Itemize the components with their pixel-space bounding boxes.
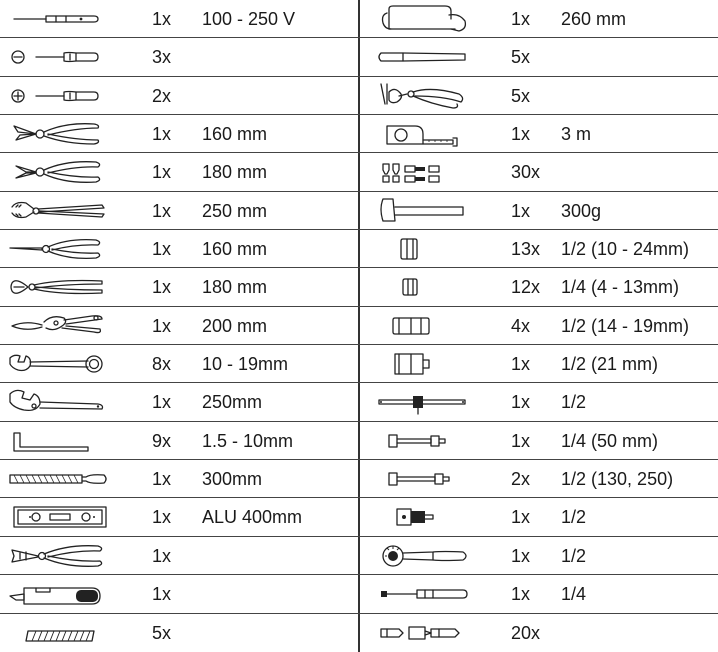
tape-measure-icon <box>373 118 473 150</box>
item-quantity: 1x <box>511 392 531 413</box>
item-spec: 1/2 <box>561 545 587 566</box>
item-spec: 1/2 (10 - 24mm) <box>561 239 690 260</box>
right-column <box>359 0 718 652</box>
item-quantity: 1x <box>152 584 172 605</box>
spirit-level-icon <box>6 501 110 533</box>
list-item <box>0 38 359 76</box>
item-spec: 1/4 (50 mm) <box>561 430 659 451</box>
item-spec: 200 mm <box>202 315 268 336</box>
end-cutting-pliers-icon <box>6 271 110 303</box>
item-quantity: 9x <box>152 430 172 451</box>
list-item <box>0 230 359 268</box>
item-quantity: 1x <box>152 277 172 298</box>
list-item <box>359 498 718 536</box>
list-item <box>359 115 718 153</box>
item-spec: 160 mm <box>202 124 268 145</box>
hammer-icon <box>373 195 473 227</box>
item-spec: 1.5 - 10mm <box>202 430 294 451</box>
item-quantity: 1x <box>511 9 531 29</box>
universal-joint-icon <box>373 501 473 533</box>
list-item <box>0 460 359 498</box>
list-item <box>0 575 359 613</box>
list-item <box>359 345 718 383</box>
list-item <box>359 230 718 268</box>
item-quantity: 1x <box>511 545 531 566</box>
list-item <box>359 0 718 38</box>
list-item <box>359 614 718 652</box>
item-quantity: 1x <box>152 392 172 413</box>
circlip-pliers-icon <box>373 80 473 112</box>
locking-pliers-icon <box>6 310 110 342</box>
item-spec: 160 mm <box>202 239 268 260</box>
combination-pliers-icon <box>6 118 110 150</box>
combination-wrench-icon <box>6 348 110 380</box>
list-item <box>359 38 718 76</box>
list-item <box>0 498 359 536</box>
list-item <box>0 192 359 230</box>
list-item <box>0 614 359 652</box>
item-quantity: 1x <box>152 239 172 260</box>
screwdriver-bits-icon <box>373 617 473 649</box>
item-quantity: 1x <box>511 354 531 375</box>
item-spec: ALU 400mm <box>202 507 303 528</box>
item-spec: 250 mm <box>202 200 268 221</box>
item-quantity: 30x <box>511 162 541 183</box>
item-quantity: 1x <box>152 200 172 221</box>
cable-connectors-icon <box>373 156 473 188</box>
item-quantity: 1x <box>511 200 531 221</box>
item-quantity: 8x <box>152 354 172 375</box>
item-spec: 180 mm <box>202 277 268 298</box>
item-quantity: 1x <box>152 315 172 336</box>
list-item <box>359 307 718 345</box>
item-quantity: 3x <box>152 47 172 68</box>
item-quantity: 5x <box>511 85 531 106</box>
item-spec: 1/2 (14 - 19mm) <box>561 315 690 336</box>
phillips-screwdriver-icon <box>6 80 110 112</box>
item-spec: 1/2 (130, 250) <box>561 469 674 490</box>
snap-off-blade-icon <box>6 617 110 649</box>
item-quantity: 1x <box>152 545 172 566</box>
item-quantity: 13x <box>511 239 541 260</box>
deep-socket-icon <box>373 310 473 342</box>
adjustable-wrench-icon <box>6 386 110 418</box>
ratchet-icon <box>373 540 473 572</box>
t-handle-icon <box>373 386 473 418</box>
list-item <box>359 268 718 306</box>
item-spec: 180 mm <box>202 162 268 183</box>
item-spec: 1/2 (21 mm) <box>561 354 659 375</box>
item-quantity: 1x <box>511 124 531 145</box>
item-spec: 100 - 250 V <box>202 9 296 29</box>
item-spec: 3 m <box>561 124 592 145</box>
spark-plug-socket-icon <box>373 348 473 380</box>
item-spec: 260 mm <box>561 9 627 29</box>
extension-bar-icon <box>373 463 473 495</box>
item-spec: 1/4 <box>561 584 587 605</box>
short-extension-bar-icon <box>373 425 473 457</box>
item-quantity: 1x <box>152 124 172 145</box>
hex-key-icon <box>6 425 110 457</box>
item-spec: 1/2 <box>561 507 587 528</box>
list-item <box>0 307 359 345</box>
list-item <box>0 153 359 191</box>
list-item <box>359 422 718 460</box>
list-item <box>0 77 359 115</box>
item-quantity: 5x <box>152 622 172 643</box>
item-quantity: 1x <box>152 469 172 490</box>
list-item <box>0 422 359 460</box>
item-quantity: 4x <box>511 315 531 336</box>
bit-driver-icon <box>373 578 473 610</box>
item-quantity: 2x <box>511 469 531 490</box>
chisel-icon <box>373 41 473 73</box>
item-quantity: 20x <box>511 622 541 643</box>
item-quantity: 1x <box>152 9 172 29</box>
list-item <box>0 383 359 421</box>
list-item <box>359 575 718 613</box>
item-quantity: 12x <box>511 277 541 298</box>
list-item <box>359 537 718 575</box>
voltage-tester-icon <box>6 3 110 35</box>
list-item <box>0 345 359 383</box>
item-quantity: 1x <box>511 430 531 451</box>
water-pump-pliers-icon <box>6 195 110 227</box>
item-spec: 1/2 <box>561 392 587 413</box>
flat-screwdriver-icon <box>6 41 110 73</box>
item-spec: 10 - 19mm <box>202 354 289 375</box>
utility-knife-icon <box>6 578 110 610</box>
small-socket-icon <box>373 271 473 303</box>
list-item <box>359 77 718 115</box>
file-icon <box>6 463 110 495</box>
list-item <box>359 153 718 191</box>
list-item <box>0 115 359 153</box>
list-item <box>359 383 718 421</box>
item-quantity: 1x <box>152 162 172 183</box>
item-quantity: 2x <box>152 85 172 106</box>
wire-stripper-icon <box>6 540 110 572</box>
item-quantity: 1x <box>511 584 531 605</box>
item-spec: 300g <box>561 200 602 221</box>
item-quantity: 1x <box>152 507 172 528</box>
list-item <box>359 460 718 498</box>
item-quantity: 1x <box>511 507 531 528</box>
list-item <box>0 268 359 306</box>
long-nose-pliers-icon <box>6 233 110 265</box>
side-cutter-icon <box>6 156 110 188</box>
item-quantity: 5x <box>511 47 531 68</box>
list-item <box>0 537 359 575</box>
list-item <box>359 192 718 230</box>
item-spec: 300mm <box>202 469 263 490</box>
list-item <box>0 0 359 38</box>
hacksaw-icon <box>373 3 473 35</box>
item-spec: 250mm <box>202 392 263 413</box>
socket-icon <box>373 233 473 265</box>
item-spec: 1/4 (4 - 13mm) <box>561 277 680 298</box>
